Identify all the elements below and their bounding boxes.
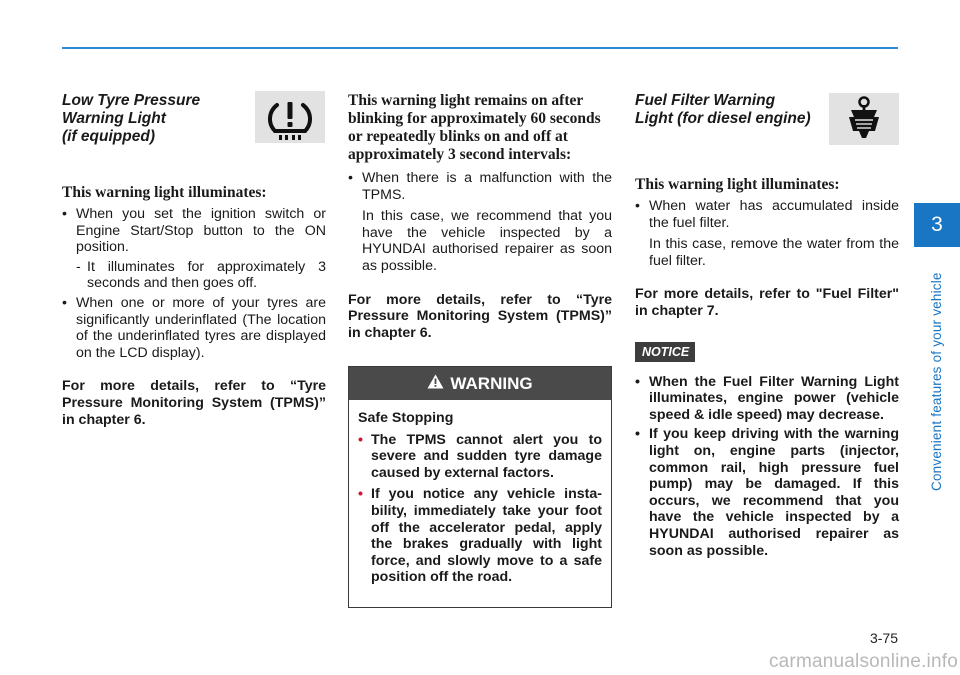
page-number: 3-75 [869,630,898,646]
watermark: carmanualsonline.info [768,651,958,672]
list-item: • When you set the ignition switch or Engine Start/Stop button to the ON position. [62,206,326,256]
notice-item: • If you keep driving with the warning light on, engine parts (injector, common rail, high pressure fuel pump) may be damaged. If this occurs, we recommend that you have the vehicle inspected by a HYUNDAI authorised repairer as soon as possible. [635,426,899,559]
warning-triangle-icon [427,374,444,394]
chapter-title: Convenient features of your vehicle [929,272,944,491]
warning-label: WARNING [450,373,533,393]
warning-header [349,367,611,400]
list-item: • When water has accumulated inside the fuel filter. [635,198,899,231]
reference-note: For more details, refer to "Fuel Filter" in chapter 7. [635,286,899,319]
fuel-filter-section [635,92,899,559]
title-line: Fuel Filter Warning [635,92,776,109]
warning-subtitle: Safe Stopping [358,410,454,426]
tpms-malfunction-section [348,92,612,341]
illuminates-heading: This warning light illuminates: [62,184,267,201]
warning-box [348,366,612,608]
intro-text: This warning light remains on after blinking for approximately 60 seconds or repeatedly blinks on and off at approximately 3 second intervals: [348,92,601,163]
notice-wrap [635,342,899,362]
fuel-filter-icon [829,93,899,145]
warning-item [358,486,602,586]
title-line: Light (for diesel engine) [635,110,811,127]
notice-item: • When the Fuel Filter Warning Light illuminates, engine power (vehicle speed & idle speed) may decrease. [635,374,899,424]
warning-item-text: The TPMS cannot alert you to severe and sudden tyre damage caused by external factors. [371,431,602,481]
notice-badge: NOTICE [635,342,695,362]
title-line: Warning Light [62,110,166,127]
reference-note: For more details, refer to “Tyre Pressure Monitoring System (TPMS)” in chapter 6. [62,378,326,428]
sub-list-item [62,259,326,292]
title-line: Low Tyre Pressure [62,92,201,109]
warning-item [358,432,602,482]
title-line: (if equipped) [62,128,155,145]
list-item: • When there is a malfunction with the TPMS. [348,170,612,203]
reference-note: For more details, refer to “Tyre Pressure Monitoring System (TPMS)” in chapter 6. [348,291,612,341]
dash-mark: - [76,258,81,275]
red-bullet-icon: • [358,486,363,503]
warning-item-text: If you notice any vehicle instability, immediately take your foot off the accelerator pedal, apply the brakes gradually with light force, and slowly move to a safe position off the road. [371,486,602,586]
header-rule [62,47,898,49]
sub-item-text: It illuminates for approximately 3 seconds and then goes off. [87,258,326,292]
list-item-note: In this case, remove the water from the fuel filter. [649,236,899,269]
illuminates-heading: This warning light illuminates: [635,176,840,193]
warning-body [349,400,611,586]
red-bullet-icon: • [358,431,363,448]
list-item-note: In this case, we recommend that you have the vehicle inspected by a HYUNDAI authorised repairer as soon as possible. [362,208,612,274]
chapter-tab: 3 [914,203,960,247]
list-item: • When one or more of your tyres are significantly underinflated (The location of the underinflated tyres are displayed on the LCD display). [62,295,326,361]
tpms-warning-icon [255,91,325,143]
